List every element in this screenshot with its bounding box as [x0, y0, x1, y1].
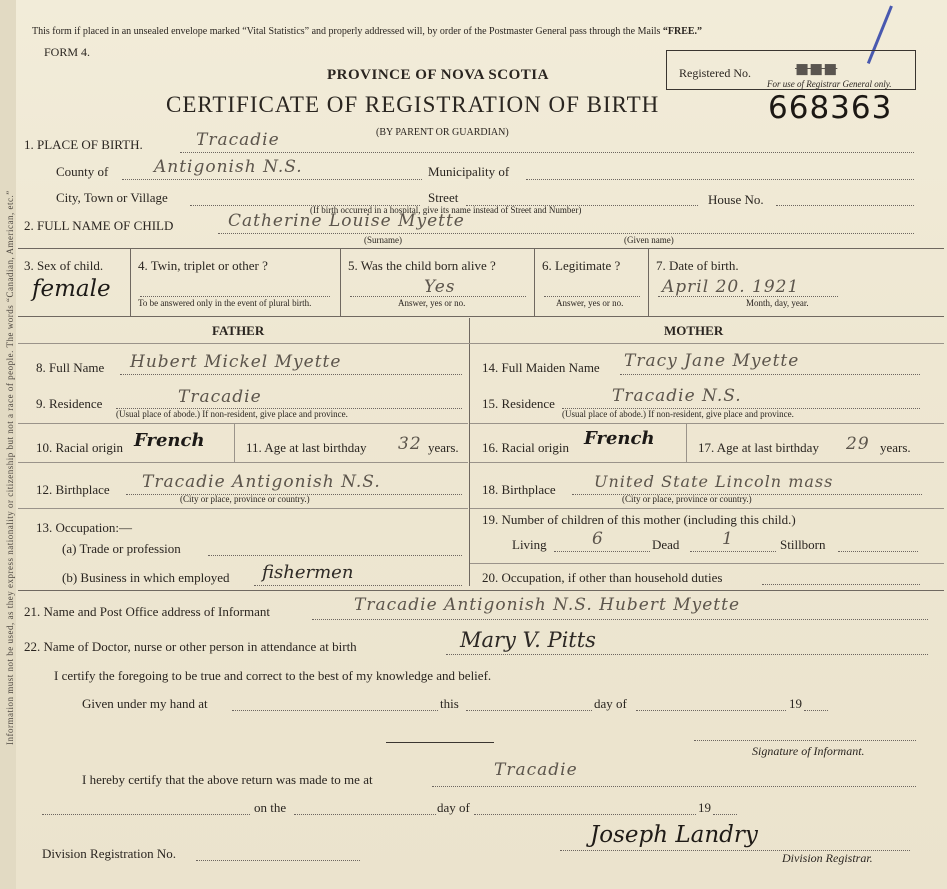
- mother-birthplace-value: United State Lincoln mass: [594, 472, 834, 491]
- father-trade-line: [208, 555, 462, 556]
- heading-rule: [18, 343, 944, 344]
- place-of-birth-value: Tracadie: [196, 130, 280, 150]
- father-box-divider: [234, 423, 235, 462]
- given-line: [232, 710, 438, 711]
- signature-line: [694, 740, 916, 741]
- division-registration-line: [196, 860, 360, 861]
- doctor-line: [446, 654, 928, 655]
- father-racial-value: French: [134, 430, 205, 451]
- father-age-value: 32: [398, 434, 422, 454]
- on-the-blank-line: [42, 814, 250, 815]
- father-name-value: Hubert Mickel Myette: [130, 352, 342, 372]
- street-label: Street: [428, 190, 459, 205]
- doctor-value: Mary V. Pitts: [460, 628, 596, 652]
- on-the-line: [294, 814, 436, 815]
- place-of-birth-label: 1. PLACE OF BIRTH.: [24, 137, 143, 152]
- divider-3: [534, 248, 535, 316]
- given-label: Given under my hand at: [82, 696, 208, 711]
- dead-value: 1: [722, 529, 734, 549]
- full-name-value: Catherine Louise Myette: [228, 211, 465, 231]
- day-of-label: day of: [594, 696, 627, 711]
- sex-value: female: [32, 276, 111, 302]
- twin-label: 4. Twin, triplet or other ?: [138, 258, 268, 273]
- twin-note: To be answered only in the event of plural birth.: [138, 298, 312, 308]
- father-birthplace-value: Tracadie Antigonish N.S.: [142, 472, 381, 492]
- mother-age-value: 29: [846, 434, 870, 454]
- this-label: this: [440, 696, 459, 711]
- mother-racial-value: French: [584, 428, 655, 449]
- father-box-top: [18, 423, 468, 424]
- living-line: [554, 551, 650, 552]
- county-line: [122, 179, 422, 180]
- division-registrar-label: Division Registrar.: [782, 851, 873, 865]
- day-of-line: [636, 710, 786, 711]
- registrar-day-of-label: day of: [437, 800, 470, 815]
- mother-residence-label: 15. Residence: [482, 396, 555, 411]
- father-business-label: (b) Business in which employed: [62, 570, 230, 585]
- date-value: April 20. 1921: [662, 277, 800, 297]
- dead-line: [690, 551, 776, 552]
- mother-children-label: 19. Number of children of this mother (including this child.): [482, 512, 796, 527]
- registrar-signature: Joseph Landry: [590, 822, 758, 848]
- registrar-certify-line: [432, 786, 916, 787]
- postal-notice-text: This form if placed in an unsealed envelope marked “Vital Statistics” and properly addressed will, by order of the Postmaster General pass through the Mails: [32, 26, 661, 37]
- father-occupation-label: 13. Occupation:—: [36, 520, 133, 535]
- date-label: 7. Date of birth.: [656, 258, 739, 273]
- street-note: (If birth occurred in a hospital, give its name instead of Street and Number): [310, 205, 582, 215]
- father-name-line: [120, 374, 462, 375]
- divider-1: [130, 248, 131, 316]
- postal-notice-free: “FREE.”: [662, 26, 703, 37]
- legitimate-note: Answer, yes or no.: [556, 298, 624, 308]
- informant-value: Tracadie Antigonish N.S. Hubert Myette: [354, 595, 741, 615]
- mother-box-bottom: [470, 462, 944, 463]
- informant-line: [312, 619, 928, 620]
- living-value: 6: [592, 529, 604, 549]
- twin-line: [140, 296, 330, 297]
- mother-age-label: 17. Age at last birthday: [698, 440, 819, 455]
- informant-label: 21. Name and Post Office address of Informant: [24, 604, 270, 619]
- city-label: City, Town or Village: [56, 190, 168, 205]
- father-age-unit: years.: [428, 440, 459, 455]
- postal-notice: [32, 26, 702, 37]
- registered-label: Registered No.: [679, 66, 751, 80]
- father-racial-label: 10. Racial origin: [36, 440, 124, 455]
- father-heading: FATHER: [212, 323, 265, 338]
- center-divider: [469, 318, 470, 586]
- father-residence-value: Tracadie: [178, 387, 262, 407]
- registrar-certify-label: I hereby certify that the above return was made to me at: [82, 772, 373, 787]
- doctor-label: 22. Name of Doctor, nurse or other person in attendance at birth: [24, 639, 357, 654]
- divider-4: [648, 248, 649, 316]
- mother-maiden-line: [620, 374, 920, 375]
- father-business-line: [254, 585, 462, 586]
- father-box-bottom: [18, 462, 468, 463]
- mother-residence-note: (Usual place of abode.) If non-resident, give place and province.: [562, 409, 794, 419]
- on-the-label: on the: [254, 800, 287, 815]
- full-name-label: 2. FULL NAME OF CHILD: [24, 218, 174, 233]
- mother-children-rule: [470, 508, 944, 509]
- mother-age-unit: years.: [880, 440, 911, 455]
- place-of-birth-line: [180, 152, 914, 153]
- box-row-bottom: [18, 316, 944, 317]
- columns-bottom-rule: [18, 590, 944, 591]
- mother-heading: MOTHER: [664, 323, 724, 338]
- year-label: 19: [789, 696, 802, 711]
- mother-residence-value: Tracadie N.S.: [612, 386, 742, 406]
- date-line: [658, 296, 838, 297]
- legitimate-line: [544, 296, 640, 297]
- father-trade-label: (a) Trade or profession: [62, 541, 181, 556]
- alive-label: 5. Was the child born alive ?: [348, 258, 496, 273]
- divider-2: [340, 248, 341, 316]
- certify-text: I certify the foregoing to be true and correct to the best of my knowledge and belief.: [54, 668, 492, 683]
- father-residence-label: 9. Residence: [36, 396, 103, 411]
- this-line: [466, 710, 592, 711]
- mother-box-divider: [686, 423, 687, 462]
- certificate-subtitle: (BY PARENT OR GUARDIAN): [376, 127, 509, 138]
- mother-occupation-label: 20. Occupation, if other than household duties: [482, 570, 723, 585]
- dead-label: Dead: [652, 537, 680, 552]
- signature-label: Signature of Informant.: [752, 744, 865, 758]
- surname-note: (Surname): [364, 235, 402, 245]
- separator-rule: [386, 742, 494, 743]
- division-registration-label: Division Registration No.: [42, 846, 176, 861]
- alive-line: [350, 296, 526, 297]
- given-note: (Given name): [624, 235, 674, 245]
- municipality-line: [526, 179, 914, 180]
- registrar-year-line: [713, 814, 737, 815]
- father-business-value: fishermen: [262, 562, 354, 583]
- registered-box: [666, 50, 916, 90]
- mother-maiden-value: Tracy Jane Myette: [624, 351, 800, 371]
- mother-birthplace-note: (City or place, province or country.): [622, 494, 752, 504]
- registrar-year-label: 19: [698, 800, 711, 815]
- box-row-top: [18, 248, 944, 249]
- certificate-title: CERTIFICATE OF REGISTRATION OF BIRTH: [166, 92, 660, 117]
- father-age-label: 11. Age at last birthday: [246, 440, 367, 455]
- year-line: [804, 710, 828, 711]
- father-residence-note: (Usual place of abode.) If non-resident, give place and province.: [116, 409, 348, 419]
- alive-note: Answer, yes or no.: [398, 298, 466, 308]
- side-margin-text: Information must not be used, as they express nationality or citizenship but not a race of people. The words “Canadian, American, etc.”: [5, 190, 15, 745]
- mother-maiden-label: 14. Full Maiden Name: [482, 360, 600, 375]
- mother-occupation-line: [762, 584, 920, 585]
- municipality-label: Municipality of: [428, 164, 510, 179]
- county-label: County of: [56, 164, 109, 179]
- father-birthplace-note: (City or place, province or country.): [180, 494, 310, 504]
- province-heading: PROVINCE OF NOVA SCOTIA: [327, 67, 549, 83]
- side-margin-strip: [0, 0, 16, 889]
- registered-strike-mark: ◼◼◼: [795, 59, 838, 78]
- mother-occupation-rule: [470, 563, 944, 564]
- stillborn-line: [838, 551, 918, 552]
- alive-value: Yes: [424, 277, 456, 297]
- registrar-day-of-line: [474, 814, 696, 815]
- house-line: [776, 205, 914, 206]
- father-name-label: 8. Full Name: [36, 360, 105, 375]
- registrar-certify-value: Tracadie: [494, 760, 578, 780]
- father-birthplace-label: 12. Birthplace: [36, 482, 110, 497]
- sex-label: 3. Sex of child.: [24, 258, 104, 273]
- stillborn-label: Stillborn: [780, 537, 826, 552]
- mother-racial-label: 16. Racial origin: [482, 440, 570, 455]
- registrar-note: For use of Registrar General only.: [767, 79, 892, 89]
- house-label: House No.: [708, 192, 764, 207]
- mother-box-top: [470, 423, 944, 424]
- full-name-line: [218, 233, 914, 234]
- father-occupation-rule: [18, 508, 468, 509]
- certificate-number: 668363: [768, 90, 893, 126]
- county-value: Antigonish N.S.: [154, 157, 303, 177]
- date-note: Month, day, year.: [746, 298, 809, 308]
- form-label: FORM 4.: [44, 45, 91, 59]
- living-label: Living: [512, 537, 547, 552]
- mother-birthplace-label: 18. Birthplace: [482, 482, 556, 497]
- legitimate-label: 6. Legitimate ?: [542, 258, 621, 273]
